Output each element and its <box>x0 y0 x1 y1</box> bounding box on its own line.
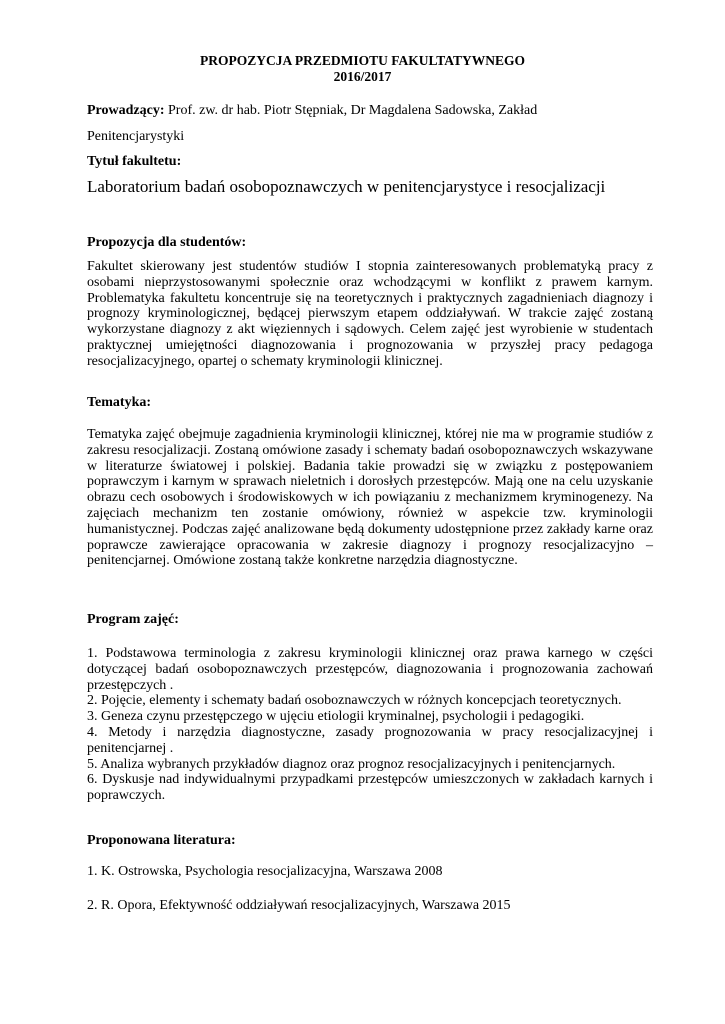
course-title: Laboratorium badań osobopoznawczych w penitencjarystyce i resocjalizacji <box>87 177 606 196</box>
academic-year: 2016/2017 <box>333 69 392 84</box>
topics-text: Tematyka zajęć obejmuje zagadnienia kryminologii klinicznej, której nie ma w programie studiów z zakresu resocjalizacji. Zostaną omówione zasady i schematy badań osobopoznawczych wskazywane w literaturze światowej i polskiej. Badania takie prowadzi się w związku z postępowaniem poprawczym i karnym w sprawach nieletnich i dorosłych przestępców. Mają one na celu uzyskanie obrazu cech osobowych i środowiskowych w ich powiązaniu z mechanizmem kryminogenezy. Na zajęciach mechanizm ten zostanie omówiony, również w aspekcie tzw. kryminologii humanistycznej. Podczas zajęć analizowane będą dokumenty udostępnione przez zakłady karne oraz poprawcze zawierające opracowania w zakresie diagnozy i prognozy resocjalizacyjno – penitencjarnej. Omówione zostaną także konkretne narzędzia diagnostyczne. <box>87 427 653 569</box>
course-title-label: Tytuł fakultetu: <box>87 154 182 169</box>
topics-heading: Tematyka: <box>87 395 152 410</box>
program-item: 6. Dyskusje nad indywidualnymi przypadkami przestępców umieszczonych w zakładach karnych i poprawczych. <box>87 772 653 804</box>
literature-item: 1. K. Ostrowska, Psychologia resocjalizacyjna, Warszawa 2008 <box>87 864 443 879</box>
program-item: 3. Geneza czynu przestępczego w ujęciu etiologii kryminalnej, psychologii i pedagogiki. <box>87 709 585 725</box>
instructors-label: Prowadzący: <box>87 103 165 118</box>
program-item: 1. Podstawowa terminologia z zakresu kryminologii klinicznej oraz prawa karnego w części dotyczącej badań osobopoznawczych przestępców, diagnozowania i prognozowania zachowań przestępczych . <box>87 646 653 693</box>
proposal-heading: Propozycja dla studentów: <box>87 235 247 250</box>
literature-heading: Proponowana literatura: <box>87 833 236 848</box>
instructors-value-cont: Penitencjarystyki <box>87 129 185 144</box>
instructors-line <box>87 103 537 119</box>
program-item: 5. Analiza wybranych przykładów diagnoz oraz prognoz resocjalizacyjnych i penitencjarnych. <box>87 756 616 772</box>
proposal-text: Fakultet skierowany jest studentów studiów I stopnia zainteresowanych problematyką pracy z osobami nieprzystosowanymi społecznie oraz wchodzącymi w konflikt z prawem karnym. Problematyka fakultetu koncentruje się na teoretycznych i praktycznych zagadnieniach diagnozy i prognozy kryminologicznej, będącej pierwszym etapem oddziaływań. W trakcie zajęć zostaną wykorzystane diagnozy z akt więziennych i sądowych. Celem zajęć jest wyrobienie w studentach praktycznej umiejętności diagnozowania i prognozowania w przyszłej pracy pedagoga resocjalizacyjnego, opartej o schematy kryminologii klinicznej. <box>87 259 653 369</box>
program-item: 4. Metody i narzędzia diagnostyczne, zasady prognozowania w pracy resocjalizacyjnej i penitencjarnej . <box>87 724 653 756</box>
program-heading: Program zajęć: <box>87 612 179 627</box>
program-list <box>87 646 653 804</box>
program-item: 2. Pojęcie, elementy i schematy badań osoboznawczych w różnych koncepcjach teoretycznych. <box>87 693 622 709</box>
instructors-value: Prof. zw. dr hab. Piotr Stępniak, Dr Magdalena Sadowska, Zakład <box>168 103 538 118</box>
literature-item: 2. R. Opora, Efektywność oddziaływań resocjalizacyjnych, Warszawa 2015 <box>87 898 511 913</box>
document-title: PROPOZYCJA PRZEDMIOTU FAKULTATYWNEGO <box>199 53 526 68</box>
